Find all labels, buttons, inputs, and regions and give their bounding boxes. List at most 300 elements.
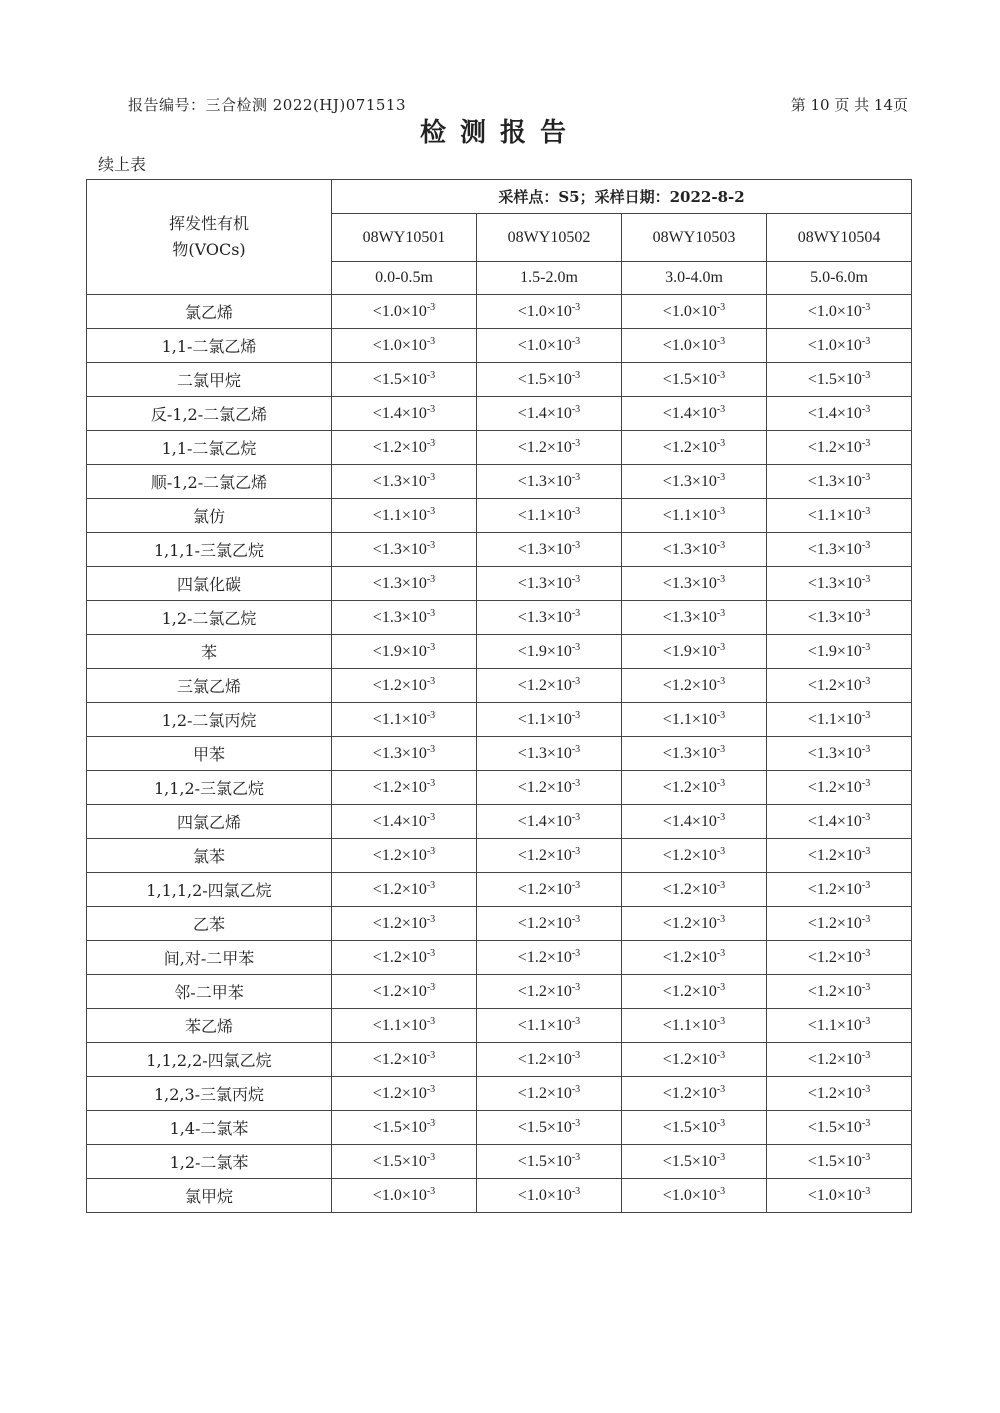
result-exponent: -3 — [716, 981, 726, 993]
result-exponent: -3 — [571, 1015, 581, 1027]
result-mantissa: <1.3×10 — [517, 608, 572, 626]
result-exponent: -3 — [571, 369, 581, 381]
result-value — [332, 703, 477, 737]
result-mantissa: <1.2×10 — [807, 948, 862, 966]
compound-name: 1,1,1,2-四氯乙烷 — [87, 873, 332, 907]
result-value — [332, 363, 477, 397]
result-exponent: -3 — [716, 913, 726, 925]
result-mantissa: <1.2×10 — [662, 438, 717, 456]
table-row — [87, 907, 912, 941]
result-exponent: -3 — [571, 879, 581, 891]
result-value — [332, 1145, 477, 1179]
result-value — [767, 601, 912, 635]
result-mantissa: <1.1×10 — [807, 1016, 862, 1034]
result-mantissa: <1.3×10 — [517, 744, 572, 762]
result-value — [767, 533, 912, 567]
compound-name: 甲苯 — [87, 737, 332, 771]
result-exponent: -3 — [571, 607, 581, 619]
result-exponent: -3 — [571, 1185, 581, 1197]
table-row — [87, 1043, 912, 1077]
result-value — [622, 567, 767, 601]
result-value — [622, 907, 767, 941]
result-exponent: -3 — [861, 335, 871, 347]
result-mantissa: <1.2×10 — [807, 880, 862, 898]
compound-name: 反-1,2-二氯乙烯 — [87, 397, 332, 431]
result-mantissa: <1.2×10 — [662, 1084, 717, 1102]
result-exponent: -3 — [716, 675, 726, 687]
result-value — [622, 975, 767, 1009]
result-value — [767, 805, 912, 839]
sample-depth: 3.0-4.0m — [622, 262, 767, 295]
result-exponent: -3 — [426, 675, 436, 687]
result-value — [477, 941, 622, 975]
result-value — [767, 295, 912, 329]
result-value — [767, 771, 912, 805]
result-exponent: -3 — [571, 335, 581, 347]
result-value — [622, 1009, 767, 1043]
result-value — [767, 1043, 912, 1077]
compound-name: 乙苯 — [87, 907, 332, 941]
result-exponent: -3 — [861, 471, 871, 483]
result-exponent: -3 — [716, 743, 726, 755]
result-exponent: -3 — [716, 879, 726, 891]
sample-id: 08WY10504 — [767, 214, 912, 262]
page-number: 第 10 页 共 14页 — [790, 96, 908, 114]
result-value — [477, 1043, 622, 1077]
result-mantissa: <1.3×10 — [807, 472, 862, 490]
result-value — [477, 397, 622, 431]
result-mantissa: <1.9×10 — [662, 642, 717, 660]
result-mantissa: <1.2×10 — [807, 778, 862, 796]
result-exponent: -3 — [426, 573, 436, 585]
result-exponent: -3 — [716, 1117, 726, 1129]
result-mantissa: <1.2×10 — [372, 1050, 427, 1068]
compound-name: 1,1-二氯乙烷 — [87, 431, 332, 465]
result-exponent: -3 — [426, 913, 436, 925]
table-row — [87, 567, 912, 601]
compound-name: 氯乙烯 — [87, 295, 332, 329]
voc-results-table — [86, 179, 912, 1213]
result-mantissa: <1.2×10 — [517, 982, 572, 1000]
result-mantissa: <1.1×10 — [517, 506, 572, 524]
result-mantissa: <1.2×10 — [662, 914, 717, 932]
result-exponent: -3 — [426, 607, 436, 619]
result-exponent: -3 — [571, 743, 581, 755]
result-mantissa: <1.3×10 — [807, 540, 862, 558]
result-mantissa: <1.3×10 — [807, 608, 862, 626]
result-mantissa: <1.0×10 — [372, 336, 427, 354]
result-mantissa: <1.2×10 — [372, 846, 427, 864]
result-value — [477, 363, 622, 397]
result-value — [767, 907, 912, 941]
result-value — [332, 533, 477, 567]
result-value — [332, 567, 477, 601]
result-exponent: -3 — [861, 675, 871, 687]
result-exponent: -3 — [716, 403, 726, 415]
result-value — [767, 669, 912, 703]
parameter-header-line1: 挥发性有机 — [168, 214, 249, 233]
table-row — [87, 975, 912, 1009]
table-row — [87, 873, 912, 907]
result-mantissa: <1.2×10 — [372, 914, 427, 932]
parameter-header-line2: 物(VOCs) — [172, 240, 246, 259]
result-exponent: -3 — [571, 505, 581, 517]
result-mantissa: <1.2×10 — [372, 778, 427, 796]
result-value — [477, 567, 622, 601]
result-value — [477, 873, 622, 907]
result-value — [477, 635, 622, 669]
result-value — [767, 431, 912, 465]
result-exponent: -3 — [861, 947, 871, 959]
result-value — [622, 397, 767, 431]
compound-name: 1,1,2-三氯乙烷 — [87, 771, 332, 805]
result-mantissa: <1.1×10 — [662, 506, 717, 524]
result-mantissa: <1.9×10 — [517, 642, 572, 660]
result-mantissa: <1.5×10 — [372, 1118, 427, 1136]
result-exponent: -3 — [426, 743, 436, 755]
result-value — [477, 295, 622, 329]
result-exponent: -3 — [716, 369, 726, 381]
result-exponent: -3 — [426, 301, 436, 313]
result-value — [622, 1111, 767, 1145]
result-exponent: -3 — [571, 947, 581, 959]
result-value — [332, 839, 477, 873]
result-exponent: -3 — [426, 1015, 436, 1027]
result-value — [332, 635, 477, 669]
result-mantissa: <1.2×10 — [372, 1084, 427, 1102]
compound-name: 1,2-二氯苯 — [87, 1145, 332, 1179]
result-exponent: -3 — [426, 1185, 436, 1197]
result-mantissa: <1.4×10 — [662, 404, 717, 422]
result-mantissa: <1.0×10 — [662, 336, 717, 354]
result-exponent: -3 — [861, 1015, 871, 1027]
result-mantissa: <1.1×10 — [807, 710, 862, 728]
result-exponent: -3 — [426, 1083, 436, 1095]
result-mantissa: <1.3×10 — [517, 574, 572, 592]
result-mantissa: <1.2×10 — [662, 676, 717, 694]
table-row — [87, 295, 912, 329]
result-exponent: -3 — [861, 1049, 871, 1061]
table-row — [87, 941, 912, 975]
result-value — [332, 941, 477, 975]
table-row — [87, 635, 912, 669]
result-value — [622, 363, 767, 397]
result-value — [767, 465, 912, 499]
result-exponent: -3 — [716, 1049, 726, 1061]
result-exponent: -3 — [716, 947, 726, 959]
result-exponent: -3 — [426, 1049, 436, 1061]
result-mantissa: <1.4×10 — [517, 404, 572, 422]
result-value — [767, 329, 912, 363]
result-mantissa: <1.3×10 — [372, 472, 427, 490]
result-value — [332, 907, 477, 941]
result-value — [332, 975, 477, 1009]
result-exponent: -3 — [426, 403, 436, 415]
result-exponent: -3 — [426, 335, 436, 347]
result-mantissa: <1.1×10 — [372, 506, 427, 524]
result-value — [767, 1111, 912, 1145]
result-value — [332, 805, 477, 839]
result-mantissa: <1.3×10 — [372, 540, 427, 558]
result-value — [622, 839, 767, 873]
result-value — [767, 941, 912, 975]
result-value — [332, 1009, 477, 1043]
result-value — [332, 737, 477, 771]
result-mantissa: <1.1×10 — [662, 1016, 717, 1034]
result-exponent: -3 — [716, 505, 726, 517]
result-mantissa: <1.3×10 — [662, 744, 717, 762]
table-row — [87, 1179, 912, 1213]
result-value — [477, 839, 622, 873]
result-mantissa: <1.4×10 — [807, 812, 862, 830]
sample-depth: 0.0-0.5m — [332, 262, 477, 295]
result-mantissa: <1.1×10 — [517, 1016, 572, 1034]
result-value — [332, 601, 477, 635]
compound-name: 1,4-二氯苯 — [87, 1111, 332, 1145]
result-value — [477, 1111, 622, 1145]
compound-name: 间,对-二甲苯 — [87, 941, 332, 975]
result-value — [622, 873, 767, 907]
result-value — [332, 1077, 477, 1111]
table-row — [87, 363, 912, 397]
result-value — [332, 295, 477, 329]
result-mantissa: <1.3×10 — [662, 472, 717, 490]
result-exponent: -3 — [716, 1083, 726, 1095]
result-exponent: -3 — [716, 1151, 726, 1163]
compound-name: 氯甲烷 — [87, 1179, 332, 1213]
result-exponent: -3 — [571, 437, 581, 449]
result-value — [622, 465, 767, 499]
result-mantissa: <1.3×10 — [372, 574, 427, 592]
result-exponent: -3 — [426, 1117, 436, 1129]
table-row — [87, 839, 912, 873]
result-exponent: -3 — [716, 641, 726, 653]
result-exponent: -3 — [426, 879, 436, 891]
result-value — [477, 533, 622, 567]
parameter-header — [87, 180, 332, 295]
result-mantissa: <1.0×10 — [807, 1186, 862, 1204]
result-value — [332, 1111, 477, 1145]
result-exponent: -3 — [716, 471, 726, 483]
result-value — [477, 465, 622, 499]
result-mantissa: <1.2×10 — [807, 438, 862, 456]
result-mantissa: <1.2×10 — [807, 914, 862, 932]
compound-name: 1,1,1-三氯乙烷 — [87, 533, 332, 567]
result-value — [477, 907, 622, 941]
result-exponent: -3 — [861, 505, 871, 517]
result-mantissa: <1.1×10 — [372, 1016, 427, 1034]
result-value — [767, 397, 912, 431]
continued-label: 续上表 — [98, 155, 147, 174]
compound-name: 苯乙烯 — [87, 1009, 332, 1043]
result-value — [622, 601, 767, 635]
result-mantissa: <1.9×10 — [372, 642, 427, 660]
result-mantissa: <1.5×10 — [662, 1152, 717, 1170]
result-value — [332, 1043, 477, 1077]
result-exponent: -3 — [861, 641, 871, 653]
result-exponent: -3 — [861, 607, 871, 619]
sample-depth: 1.5-2.0m — [477, 262, 622, 295]
compound-name: 邻-二甲苯 — [87, 975, 332, 1009]
result-mantissa: <1.5×10 — [517, 370, 572, 388]
result-value — [332, 397, 477, 431]
result-exponent: -3 — [861, 369, 871, 381]
result-value — [767, 873, 912, 907]
result-exponent: -3 — [861, 1185, 871, 1197]
result-mantissa: <1.2×10 — [807, 1084, 862, 1102]
result-exponent: -3 — [861, 437, 871, 449]
result-mantissa: <1.2×10 — [517, 676, 572, 694]
result-exponent: -3 — [571, 777, 581, 789]
result-exponent: -3 — [716, 1015, 726, 1027]
result-exponent: -3 — [716, 437, 726, 449]
result-value — [622, 329, 767, 363]
table-row — [87, 533, 912, 567]
table-row — [87, 431, 912, 465]
result-mantissa: <1.5×10 — [662, 370, 717, 388]
result-mantissa: <1.2×10 — [807, 982, 862, 1000]
result-value — [477, 431, 622, 465]
result-value — [477, 601, 622, 635]
result-exponent: -3 — [571, 471, 581, 483]
result-exponent: -3 — [861, 1117, 871, 1129]
result-exponent: -3 — [716, 301, 726, 313]
result-value — [767, 635, 912, 669]
result-exponent: -3 — [426, 471, 436, 483]
result-exponent: -3 — [716, 573, 726, 585]
table-row — [87, 805, 912, 839]
result-exponent: -3 — [571, 845, 581, 857]
result-exponent: -3 — [716, 777, 726, 789]
result-value — [622, 1145, 767, 1179]
result-exponent: -3 — [571, 539, 581, 551]
result-value — [332, 329, 477, 363]
result-exponent: -3 — [426, 1151, 436, 1163]
result-mantissa: <1.2×10 — [807, 1050, 862, 1068]
table-row — [87, 737, 912, 771]
result-mantissa: <1.2×10 — [662, 846, 717, 864]
result-mantissa: <1.2×10 — [517, 1050, 572, 1068]
result-value — [622, 805, 767, 839]
result-exponent: -3 — [571, 1151, 581, 1163]
table-row — [87, 397, 912, 431]
result-exponent: -3 — [861, 1083, 871, 1095]
result-mantissa: <1.5×10 — [517, 1152, 572, 1170]
result-mantissa: <1.0×10 — [662, 302, 717, 320]
result-value — [767, 839, 912, 873]
result-mantissa: <1.1×10 — [662, 710, 717, 728]
sample-id: 08WY10503 — [622, 214, 767, 262]
result-mantissa: <1.0×10 — [517, 302, 572, 320]
result-mantissa: <1.2×10 — [662, 948, 717, 966]
table-row — [87, 601, 912, 635]
result-mantissa: <1.2×10 — [517, 914, 572, 932]
result-value — [767, 1145, 912, 1179]
result-exponent: -3 — [861, 879, 871, 891]
result-mantissa: <1.5×10 — [662, 1118, 717, 1136]
result-mantissa: <1.2×10 — [517, 778, 572, 796]
table-row — [87, 669, 912, 703]
result-value — [477, 1179, 622, 1213]
result-exponent: -3 — [571, 1117, 581, 1129]
result-value — [622, 771, 767, 805]
result-value — [477, 703, 622, 737]
result-mantissa: <1.2×10 — [372, 880, 427, 898]
result-value — [477, 1077, 622, 1111]
result-mantissa: <1.3×10 — [517, 540, 572, 558]
result-exponent: -3 — [861, 777, 871, 789]
sample-id: 08WY10502 — [477, 214, 622, 262]
result-mantissa: <1.5×10 — [807, 370, 862, 388]
result-exponent: -3 — [571, 709, 581, 721]
result-exponent: -3 — [716, 335, 726, 347]
result-value — [477, 669, 622, 703]
result-mantissa: <1.3×10 — [517, 472, 572, 490]
result-value — [622, 703, 767, 737]
compound-name: 四氯化碳 — [87, 567, 332, 601]
compound-name: 三氯乙烯 — [87, 669, 332, 703]
compound-name: 1,2,3-三氯丙烷 — [87, 1077, 332, 1111]
result-value — [767, 1179, 912, 1213]
result-mantissa: <1.9×10 — [807, 642, 862, 660]
result-exponent: -3 — [716, 1185, 726, 1197]
result-exponent: -3 — [571, 573, 581, 585]
compound-name: 氯仿 — [87, 499, 332, 533]
result-value — [767, 1009, 912, 1043]
result-mantissa: <1.0×10 — [372, 302, 427, 320]
result-mantissa: <1.5×10 — [807, 1118, 862, 1136]
result-exponent: -3 — [426, 777, 436, 789]
result-value — [622, 737, 767, 771]
result-mantissa: <1.2×10 — [517, 948, 572, 966]
result-value — [622, 941, 767, 975]
result-value — [332, 873, 477, 907]
result-exponent: -3 — [571, 811, 581, 823]
result-mantissa: <1.4×10 — [662, 812, 717, 830]
table-row — [87, 703, 912, 737]
result-value — [767, 499, 912, 533]
result-mantissa: <1.3×10 — [662, 574, 717, 592]
result-value — [332, 499, 477, 533]
result-exponent: -3 — [571, 1049, 581, 1061]
compound-name: 1,2-二氯乙烷 — [87, 601, 332, 635]
result-value — [622, 1179, 767, 1213]
result-exponent: -3 — [426, 437, 436, 449]
result-mantissa: <1.3×10 — [662, 608, 717, 626]
compound-name: 氯苯 — [87, 839, 332, 873]
result-value — [622, 499, 767, 533]
result-mantissa: <1.3×10 — [372, 744, 427, 762]
result-mantissa: <1.2×10 — [517, 846, 572, 864]
result-value — [332, 1179, 477, 1213]
result-mantissa: <1.1×10 — [807, 506, 862, 524]
result-value — [622, 1077, 767, 1111]
result-mantissa: <1.0×10 — [372, 1186, 427, 1204]
result-mantissa: <1.1×10 — [372, 710, 427, 728]
table-row — [87, 329, 912, 363]
result-exponent: -3 — [861, 573, 871, 585]
result-mantissa: <1.2×10 — [662, 982, 717, 1000]
result-value — [622, 431, 767, 465]
result-mantissa: <1.4×10 — [372, 404, 427, 422]
page-title: 检测报告 — [419, 118, 580, 148]
table-row — [87, 1009, 912, 1043]
result-exponent: -3 — [571, 1083, 581, 1095]
result-value — [622, 635, 767, 669]
result-mantissa: <1.5×10 — [517, 1118, 572, 1136]
result-exponent: -3 — [426, 947, 436, 959]
result-exponent: -3 — [571, 301, 581, 313]
